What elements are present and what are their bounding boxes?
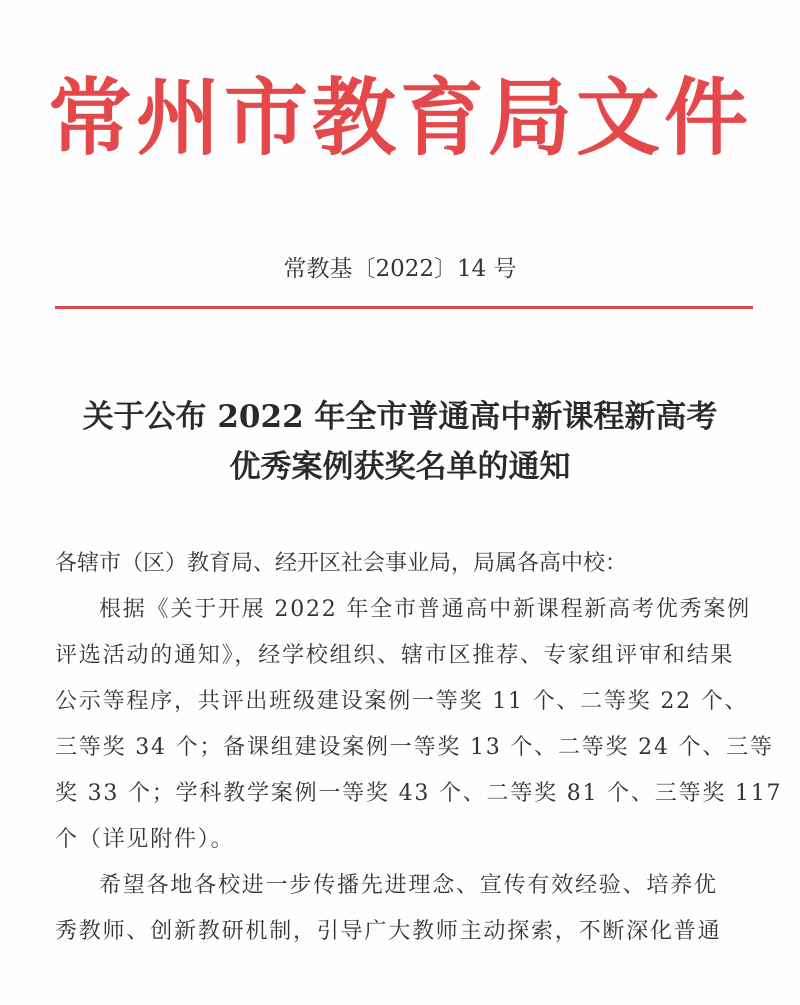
paragraph-1-line: 个（详见附件）。 bbox=[55, 827, 235, 852]
paragraph-2 bbox=[55, 863, 755, 955]
salutation: 各辖市（区）教育局、经开区社会事业局，局属各高中校： bbox=[55, 551, 628, 576]
agency-header-title: 常州市教育局文件 bbox=[47, 68, 752, 167]
notice-title-line-1: 关于公布 2022 年全市普通高中新课程新高考 bbox=[82, 399, 718, 435]
document-number: 常教基〔2022〕14 号 bbox=[283, 256, 517, 282]
paragraph-1-line: 三等奖 34 个；备课组建设案例一等奖 13 个、二等奖 24 个、三等 bbox=[55, 735, 774, 760]
paragraph-1-line: 评选活动的通知》，经学校组织、辖市区推荐、专家组评审和结果 bbox=[55, 643, 735, 668]
red-separator-line bbox=[55, 306, 753, 309]
paragraph-1 bbox=[55, 587, 783, 863]
paragraph-1-line: 根据《关于开展 2022 年全市普通高中新课程新高考优秀案例 bbox=[99, 597, 751, 622]
notice-title bbox=[40, 392, 760, 492]
notice-title-line-2: 优秀案例获奖名单的通知 bbox=[229, 449, 571, 485]
paragraph-2-line: 希望各地各校进一步传播先进理念、宣传有效经验、培养优 bbox=[99, 873, 718, 898]
paragraph-2-line: 秀教师、创新教研机制，引导广大教师主动探索，不断深化普通 bbox=[55, 919, 722, 944]
paragraph-1-line: 奖 33 个；学科教学案例一等奖 43 个、二等奖 81 个、三等奖 117 bbox=[55, 781, 783, 806]
paragraph-1-line: 公示等程序，共评出班级建设案例一等奖 11 个、二等奖 22 个、 bbox=[55, 689, 749, 714]
